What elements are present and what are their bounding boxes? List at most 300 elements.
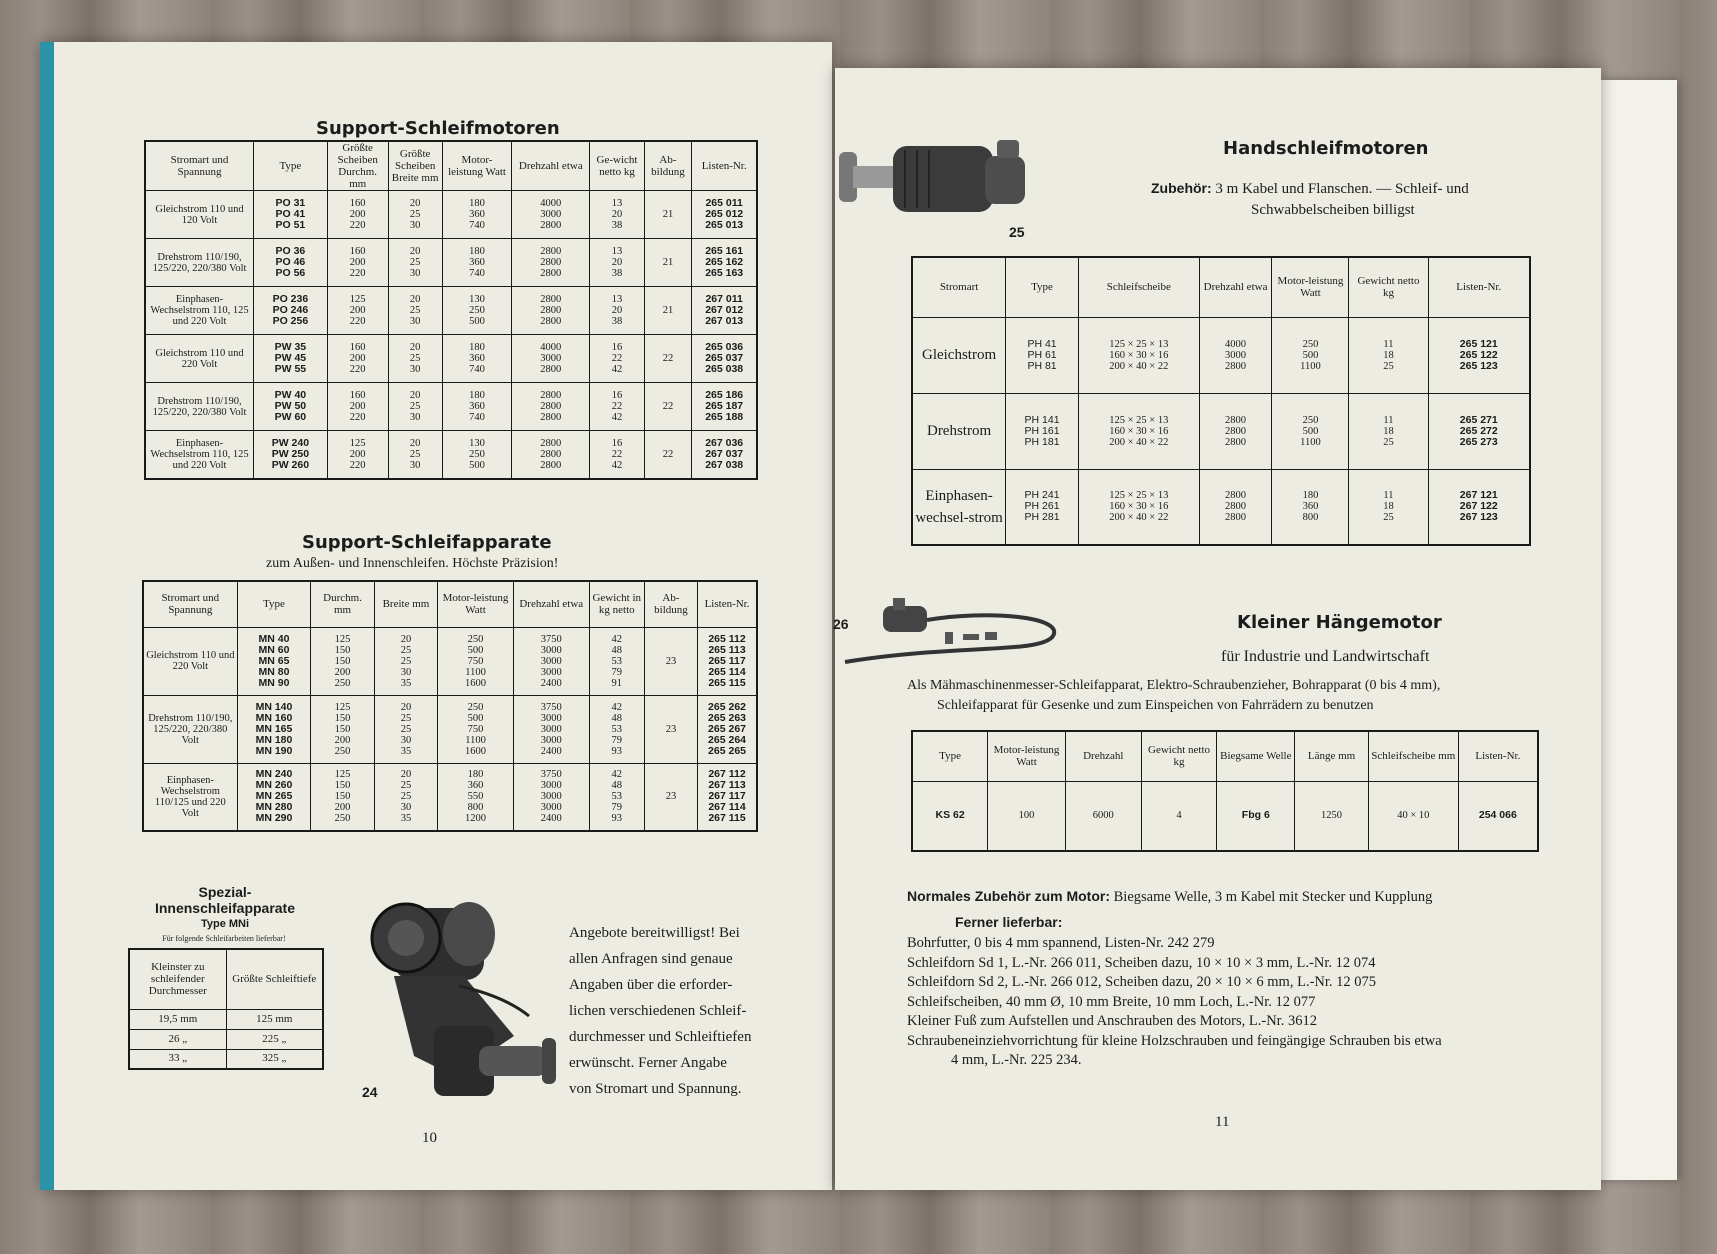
- haengemotor-cell-7: 254 066: [1458, 781, 1538, 851]
- table-spezial-innenschleif: [128, 948, 324, 1070]
- cell-line: 4000: [1225, 338, 1247, 350]
- gewicht-cell-line: 22: [611, 401, 623, 412]
- breite-cell: [374, 627, 437, 695]
- watt-cell-line: 500: [469, 459, 485, 471]
- type-cell-line: MN 240: [255, 768, 293, 781]
- durchm-cell-line: 250: [334, 677, 351, 689]
- drehzahl-cell: [513, 695, 589, 763]
- spezial-cell: 225 „: [226, 1029, 323, 1049]
- drehzahl-cell-line: 2400: [540, 745, 562, 757]
- cell-line: 2800: [1225, 512, 1247, 524]
- listen-nr-cell-line: 265 161: [705, 245, 744, 257]
- gewicht-cell: [590, 383, 644, 431]
- listen-nr-cell-line: 267 011: [705, 293, 743, 305]
- ferner-lieferbar: Ferner lieferbar:: [955, 914, 1063, 930]
- type-cell: [1006, 317, 1079, 393]
- angebot-line: erwünscht. Ferner Angabe: [569, 1055, 727, 1071]
- type-cell-line: MN 40: [258, 632, 290, 645]
- gewicht-cell-line: 42: [611, 459, 623, 471]
- gewicht-cell-line: 79: [611, 802, 622, 814]
- watt-cell: [1272, 317, 1349, 393]
- cell-line: 200 × 40 × 22: [1109, 436, 1169, 448]
- breite-cell-line: 25: [400, 791, 412, 803]
- cell-line: 160 × 30 × 16: [1109, 501, 1169, 513]
- breite-cell-line: 25: [400, 644, 412, 656]
- durchm-cell: [327, 191, 388, 239]
- table-row: [145, 191, 757, 239]
- gewicht-cell-line: 93: [611, 813, 622, 825]
- table-haengemotor: [911, 730, 1539, 852]
- angebot-line: Angaben über die erforder-: [569, 977, 733, 993]
- cell-line: 267 123: [1459, 511, 1498, 524]
- type-cell-line: MN 190: [255, 744, 293, 757]
- durchm-cell-line: 200: [334, 666, 351, 678]
- cell-line: 267 121: [1459, 489, 1498, 502]
- angebot-line: lichen verschiedenen Schleif-: [569, 1003, 747, 1019]
- angebot-line: Angebote bereitwilligst! Bei: [569, 925, 740, 941]
- cell-line: PH 241: [1024, 489, 1060, 502]
- type-cell-line: MN 280: [255, 801, 293, 814]
- stromart-cell: Gleichstrom 110 und 120 Volt: [145, 191, 254, 239]
- cell-line: 11: [1383, 414, 1394, 426]
- cell-line: 2800: [1225, 425, 1247, 437]
- spezial-cell: 33 „: [129, 1049, 226, 1069]
- desc-haengemotor-line2: Schleifapparat für Gesenke und zum Einspeichen von Fahrrädern zu benutzen: [937, 698, 1374, 713]
- type-cell-line: MN 65: [258, 654, 290, 667]
- header-groesste-schleiftiefe: Größte Schleiftiefe: [226, 949, 323, 1009]
- cell-line: 265 122: [1459, 348, 1498, 361]
- watt-cell: [438, 763, 514, 831]
- table-handschleifmotoren: [911, 256, 1531, 546]
- listen-nr-cell: [1428, 317, 1530, 393]
- type-cell-line: MN 80: [258, 665, 290, 678]
- listen-nr-cell-line: 267 113: [708, 779, 746, 792]
- gewicht-cell-line: 53: [611, 791, 622, 803]
- stromart-cell: Gleichstrom 110 und 220 Volt: [143, 627, 237, 695]
- type-cell: [254, 335, 328, 383]
- drehzahl-cell-line: 2800: [540, 268, 562, 279]
- listen-nr-cell: [692, 383, 757, 431]
- drehzahl-cell-line: 2800: [540, 294, 562, 305]
- stromart-cell: Gleichstrom: [912, 317, 1006, 393]
- durchm-cell-line: 150: [334, 723, 351, 735]
- durchm-cell-line: 250: [334, 745, 351, 757]
- cell-line: 125 × 25 × 13: [1109, 338, 1169, 350]
- stromart-cell: Einphasen-Wechselstrom 110, 125 und 220 Volt: [145, 287, 254, 335]
- type-cell-line: PO 51: [275, 219, 306, 231]
- gewicht-cell-line: 13: [611, 198, 623, 209]
- durchm-cell-line: 125: [334, 633, 351, 645]
- watt-cell: [442, 335, 511, 383]
- drehzahl-cell-line: 3000: [540, 655, 562, 667]
- listen-nr-cell: [692, 335, 757, 383]
- watt-cell-line: 740: [469, 412, 485, 423]
- cell-line: PH 161: [1024, 424, 1060, 437]
- drehzahl-cell-line: 3000: [540, 791, 562, 803]
- watt-cell-line: 1100: [465, 734, 486, 746]
- listen-nr-cell-line: 265 264: [708, 733, 747, 746]
- breite-cell-line: 30: [400, 734, 412, 746]
- header-1: Type: [254, 141, 328, 191]
- type-cell-line: PO 246: [272, 304, 309, 316]
- breite-cell-line: 30: [409, 459, 421, 471]
- listen-nr-cell: [698, 627, 757, 695]
- gewicht-cell: [590, 335, 644, 383]
- cell-line: 265 271: [1459, 413, 1498, 426]
- drehzahl-cell: [513, 763, 589, 831]
- gewicht-cell-line: 42: [611, 769, 622, 781]
- listen-nr-cell-line: 265 013: [705, 219, 744, 231]
- durchm-cell-line: 220: [349, 364, 366, 375]
- angebot-line: von Stromart und Spannung.: [569, 1081, 742, 1097]
- header-7: Ab-bildung: [644, 581, 697, 627]
- angebot-line: allen Anfragen sind genaue: [569, 951, 733, 967]
- gewicht-cell-line: 13: [611, 294, 623, 305]
- cell-line: 265 273: [1459, 435, 1498, 448]
- cell-line: 180: [1302, 490, 1319, 502]
- cell-line: 160 × 30 × 16: [1109, 425, 1169, 437]
- type-cell-line: MN 290: [255, 812, 293, 825]
- cell-line: 500: [1302, 349, 1319, 361]
- breite-cell-line: 25: [409, 305, 421, 316]
- gewicht-cell-line: 22: [611, 353, 623, 364]
- header-2: Drehzahl: [1065, 731, 1141, 781]
- durchm-cell-line: 220: [349, 316, 366, 327]
- breite-cell-line: 25: [400, 723, 412, 735]
- drehzahl-cell-line: 2800: [540, 459, 562, 471]
- cell-line: 11: [1383, 490, 1394, 502]
- breite-cell-line: 20: [409, 342, 421, 353]
- cell-line: 125 × 25 × 13: [1109, 490, 1169, 502]
- table-row: [145, 431, 757, 479]
- durchm-cell-line: 125: [349, 437, 366, 449]
- breite-cell-line: 30: [409, 220, 421, 231]
- watt-cell: [438, 627, 514, 695]
- gewicht-cell-line: 53: [611, 723, 622, 735]
- gewicht-cell-line: 16: [611, 390, 623, 401]
- breite-cell: [374, 763, 437, 831]
- gewicht-cell: [1349, 393, 1428, 469]
- durchm-cell-line: 150: [334, 712, 351, 724]
- right-page: [835, 68, 1601, 1190]
- cell-line: 18: [1383, 425, 1394, 437]
- normales-zubehoer: [907, 888, 1432, 906]
- abbildung-cell: 21: [644, 287, 692, 335]
- left-page: [40, 42, 832, 1190]
- gewicht-cell-line: 20: [611, 209, 623, 220]
- table-row: [912, 469, 1530, 545]
- drehzahl-cell-line: 2800: [540, 364, 562, 375]
- watt-cell-line: 500: [469, 316, 485, 327]
- durchm-cell-line: 150: [334, 780, 351, 792]
- spezial-cell: 26 „: [129, 1029, 226, 1049]
- figure-number-24: 24: [362, 1084, 378, 1100]
- durchm-cell-line: 160: [349, 246, 366, 257]
- type-cell-line: PW 35: [274, 341, 307, 353]
- listen-nr-cell-line: 265 036: [705, 341, 744, 353]
- type-cell-line: PO 256: [272, 315, 309, 327]
- breite-cell-line: 25: [400, 780, 412, 792]
- header-1: Type: [237, 581, 311, 627]
- normales-zubehoer-label: Normales Zubehör zum Motor:: [907, 888, 1111, 904]
- cell-line: 2800: [1225, 436, 1247, 448]
- drehzahl-cell: [1199, 317, 1272, 393]
- listen-nr-cell: [692, 239, 757, 287]
- breite-cell: [388, 239, 442, 287]
- cell-line: 500: [1302, 425, 1319, 437]
- spezial-note: Für folgende Schleifarbeiten lieferbar!: [162, 934, 286, 943]
- type-cell-line: MN 180: [255, 733, 293, 746]
- drehzahl-cell-line: 2800: [540, 401, 562, 412]
- breite-cell-line: 20: [409, 437, 421, 449]
- watt-cell-line: 180: [469, 342, 485, 353]
- type-cell: [1006, 469, 1079, 545]
- header-8: Listen-Nr.: [698, 581, 757, 627]
- breite-cell-line: 30: [400, 666, 412, 678]
- breite-cell: [388, 383, 442, 431]
- type-cell: [237, 627, 311, 695]
- schleifscheibe-cell: [1078, 469, 1199, 545]
- breite-cell-line: 25: [400, 655, 412, 667]
- haengemotor-illustration: [835, 596, 1067, 672]
- header-5: Länge mm: [1295, 731, 1369, 781]
- watt-cell: [442, 431, 511, 479]
- header-6: Listen-Nr.: [1428, 257, 1530, 317]
- type-cell-line: PO 41: [275, 208, 306, 220]
- drehzahl-cell-line: 3750: [540, 633, 562, 645]
- cell-line: 18: [1383, 501, 1394, 513]
- durchm-cell-line: 220: [349, 412, 366, 423]
- spezial-cell: 19,5 mm: [129, 1009, 226, 1029]
- ferner-line: Bohrfutter, 0 bis 4 mm spannend, Listen-Nr. 242 279: [907, 935, 1215, 951]
- type-cell-line: MN 90: [258, 676, 290, 689]
- abbildung-cell: 23: [644, 695, 697, 763]
- header-0: Stromart und Spannung: [145, 141, 254, 191]
- table-row: [145, 383, 757, 431]
- stromart-cell: Einphasen-Wechselstrom 110/125 und 220 Volt: [143, 763, 237, 831]
- desc-haengemotor-line1: Als Mähmaschinenmesser-Schleifapparat, Elektro-Schraubenzieher, Bohrapparat (0 bis 4 mm),: [907, 678, 1441, 693]
- breite-cell-line: 25: [409, 257, 421, 268]
- type-cell-line: PW 240: [271, 436, 310, 449]
- header-3: Größte Scheiben Breite mm: [388, 141, 442, 191]
- header-row: [143, 581, 757, 627]
- durchm-cell: [311, 627, 374, 695]
- drehzahl-cell-line: 3000: [540, 780, 562, 792]
- breite-cell-line: 20: [400, 769, 412, 781]
- breite-cell-line: 20: [409, 246, 421, 257]
- listen-nr-cell-line: 265 038: [705, 363, 744, 375]
- watt-cell-line: 1200: [465, 813, 487, 825]
- header-5: Gewicht netto kg: [1349, 257, 1428, 317]
- breite-cell-line: 35: [400, 677, 412, 689]
- gewicht-cell-line: 42: [611, 633, 622, 645]
- breite-cell-line: 35: [400, 745, 412, 757]
- header-4: Motor-leistung Watt: [442, 141, 511, 191]
- durchm-cell: [311, 695, 374, 763]
- type-cell-line: PO 236: [272, 293, 309, 305]
- durchm-cell-line: 250: [334, 813, 351, 825]
- type-cell: [237, 695, 311, 763]
- durchm-cell-line: 220: [349, 220, 366, 231]
- header-6: Schleifscheibe mm: [1368, 731, 1458, 781]
- table-row: [143, 627, 757, 695]
- cell-line: 800: [1302, 512, 1319, 524]
- gewicht-cell-line: 20: [611, 305, 623, 316]
- stromart-cell: Einphasen-Wechselstrom 110, 125 und 220 Volt: [145, 431, 254, 479]
- watt-cell-line: 180: [469, 246, 485, 257]
- cell-line: 1100: [1300, 360, 1321, 372]
- listen-nr-cell-line: 267 117: [708, 790, 746, 803]
- listen-nr-cell-line: 265 188: [705, 411, 744, 423]
- type-cell: [254, 431, 328, 479]
- watt-cell-line: 130: [469, 294, 485, 305]
- watt-cell: [1272, 469, 1349, 545]
- cell-line: PH 41: [1027, 337, 1057, 350]
- table-row: [912, 317, 1530, 393]
- table-support-schleifapparate: [142, 580, 758, 832]
- drehzahl-cell-line: 3000: [540, 802, 562, 814]
- cell-line: 250: [1302, 414, 1319, 426]
- table-row: [143, 695, 757, 763]
- durchm-cell-line: 125: [334, 701, 351, 713]
- table-row: [143, 763, 757, 831]
- breite-cell-line: 35: [400, 813, 412, 825]
- haengemotor-cell-6: 40 × 10: [1368, 781, 1458, 851]
- listen-nr-cell-line: 267 012: [705, 304, 744, 316]
- gewicht-cell: [589, 763, 644, 831]
- listen-nr-cell-line: 265 117: [708, 654, 746, 667]
- cell-line: PH 181: [1024, 435, 1060, 448]
- gewicht-cell: [590, 191, 644, 239]
- header-7: Listen-Nr.: [1458, 731, 1538, 781]
- haengemotor-cell-2: 6000: [1065, 781, 1141, 851]
- listen-nr-cell-line: 265 115: [708, 676, 746, 689]
- watt-cell-line: 750: [467, 723, 484, 735]
- drehzahl-cell: [512, 383, 590, 431]
- cell-line: 265 123: [1459, 359, 1498, 372]
- cell-line: 25: [1383, 436, 1394, 448]
- cell-line: 11: [1383, 338, 1394, 350]
- schleifscheibe-cell: [1078, 317, 1199, 393]
- zubehoer-text-line2: Schwabbelscheiben billigst: [1251, 202, 1415, 218]
- type-cell: [254, 383, 328, 431]
- title-handschleifmotoren: Handschleifmotoren: [1223, 138, 1429, 159]
- header-4: Motor-leistung Watt: [438, 581, 514, 627]
- listen-nr-cell-line: 265 011: [705, 197, 743, 209]
- type-cell-line: PW 250: [271, 447, 310, 460]
- next-page-edge: [1601, 80, 1677, 1180]
- handschleifmotor-illustration: [835, 132, 1057, 224]
- breite-cell-line: 20: [409, 390, 421, 401]
- durchm-cell-line: 160: [349, 342, 366, 353]
- breite-cell-line: 20: [400, 633, 412, 645]
- durchm-cell-line: 150: [334, 644, 351, 656]
- listen-nr-cell-line: 267 038: [705, 458, 744, 471]
- watt-cell-line: 360: [469, 257, 485, 268]
- drehzahl-cell-line: 2400: [540, 813, 562, 825]
- drehzahl-cell-line: 3750: [540, 701, 562, 713]
- gewicht-cell-line: 93: [611, 745, 622, 757]
- listen-nr-cell: [1428, 469, 1530, 545]
- gewicht-cell-line: 48: [611, 780, 622, 792]
- watt-cell-line: 1600: [465, 677, 487, 689]
- normales-zubehoer-value: Biegsame Welle, 3 m Kabel mit Stecker und Kupplung: [1113, 889, 1433, 905]
- type-cell-line: PW 260: [271, 458, 310, 471]
- header-0: Stromart: [912, 257, 1006, 317]
- header-1: Motor-leistung Watt: [988, 731, 1066, 781]
- haengemotor-cell-0: KS 62: [912, 781, 988, 851]
- cell-line: PH 281: [1024, 511, 1060, 524]
- header-3: Gewicht netto kg: [1141, 731, 1217, 781]
- abbildung-cell: 21: [644, 239, 692, 287]
- stromart-cell: Drehstrom 110/190, 125/220, 220/380 Volt: [143, 695, 237, 763]
- breite-cell-line: 25: [409, 353, 421, 364]
- cell-line: 200 × 40 × 22: [1109, 360, 1169, 372]
- type-cell: [1006, 393, 1079, 469]
- watt-cell-line: 1100: [465, 666, 486, 678]
- type-cell: [254, 239, 328, 287]
- stromart-cell: Gleichstrom 110 und 220 Volt: [145, 335, 254, 383]
- type-cell-line: MN 165: [255, 722, 293, 735]
- durchm-cell: [327, 239, 388, 287]
- breite-cell-line: 25: [409, 448, 421, 460]
- drehzahl-cell-line: 2800: [540, 448, 562, 460]
- header-kleinster-durchmesser: Kleinster zu schleifender Durchmesser: [129, 949, 226, 1009]
- gewicht-cell-line: 42: [611, 701, 622, 713]
- drehzahl-cell-line: 2800: [540, 257, 562, 268]
- gewicht-cell-line: 42: [611, 364, 623, 375]
- listen-nr-cell-line: 265 265: [708, 744, 747, 757]
- listen-nr-cell-line: 265 113: [708, 643, 746, 656]
- watt-cell-line: 360: [469, 353, 485, 364]
- title-support-schleifapparate: Support-Schleifapparate: [302, 532, 552, 553]
- gewicht-cell: [590, 287, 644, 335]
- cell-line: 360: [1302, 501, 1319, 513]
- breite-cell-line: 25: [409, 209, 421, 220]
- breite-cell: [388, 335, 442, 383]
- header-2: Größte Scheiben Durchm. mm: [327, 141, 388, 191]
- durchm-cell: [327, 335, 388, 383]
- breite-cell-line: 20: [400, 701, 412, 713]
- spezial-row: [129, 1049, 323, 1069]
- watt-cell-line: 250: [469, 448, 485, 460]
- schleifscheibe-cell: [1078, 393, 1199, 469]
- gewicht-cell: [1349, 317, 1428, 393]
- table-support-schleifmotoren: [144, 140, 758, 480]
- watt-cell-line: 1600: [465, 745, 487, 757]
- type-cell: [237, 763, 311, 831]
- listen-nr-cell-line: 265 267: [708, 722, 747, 735]
- stromart-cell: Drehstrom: [912, 393, 1006, 469]
- watt-cell-line: 500: [467, 712, 484, 724]
- watt-cell-line: 550: [467, 791, 484, 803]
- ferner-line: Schleifscheiben, 40 mm Ø, 10 mm Breite, 10 mm Loch, L.-Nr. 12 077: [907, 993, 1316, 1010]
- cell-line: 265 121: [1459, 337, 1498, 350]
- ferner-list: [907, 934, 1587, 1071]
- listen-nr-cell-line: 265 262: [708, 700, 747, 713]
- stromart-cell: Drehstrom 110/190, 125/220, 220/380 Volt: [145, 239, 254, 287]
- drehzahl-cell-line: 2800: [540, 316, 562, 327]
- breite-cell-line: 25: [409, 401, 421, 412]
- breite-cell: [388, 191, 442, 239]
- cell-line: PH 61: [1027, 348, 1057, 361]
- drehzahl-cell: [512, 431, 590, 479]
- durchm-cell-line: 160: [349, 390, 366, 401]
- gewicht-cell-line: 16: [611, 437, 623, 449]
- gewicht-cell-line: 79: [611, 734, 622, 746]
- drehzahl-cell: [512, 335, 590, 383]
- watt-cell: [442, 191, 511, 239]
